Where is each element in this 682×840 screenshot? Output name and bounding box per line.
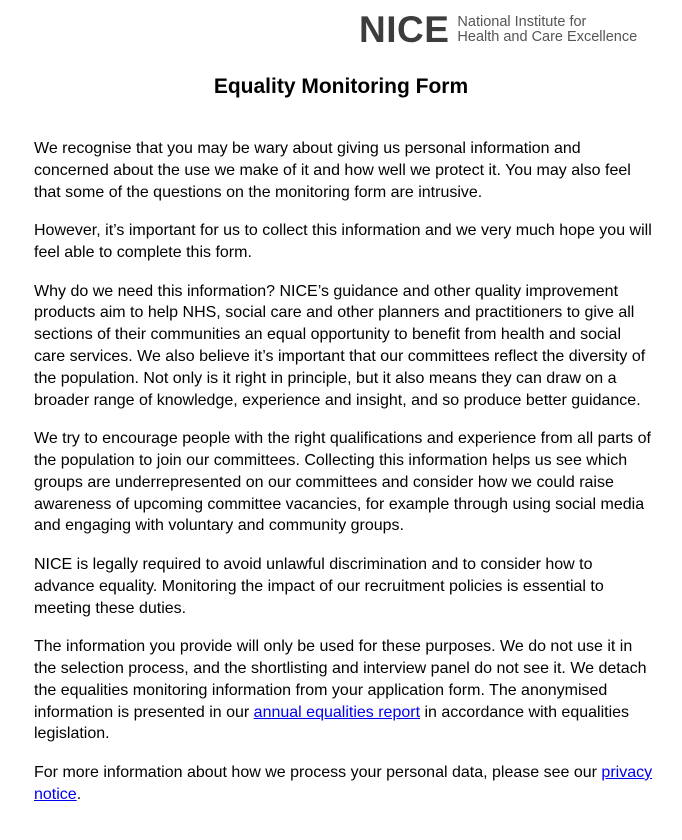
logo-text	[457, 15, 637, 45]
document-body	[34, 138, 656, 822]
paragraph-usage-text-after: in accordance with equalities legislation.	[34, 703, 630, 743]
paragraph-encourage: We try to encourage people with the right qualifications and experience from all parts of the population to join our committees. Collecting this information helps us see which groups are underrepresented on our committees and consider how we could raise awareness of upcoming committee vacancies, for example through using social media and engaging with voluntary and community groups.	[34, 430, 651, 535]
paragraph-usage	[34, 636, 656, 745]
logo-line-2: Health and Care Excellence	[457, 29, 638, 45]
logo-mark: NICE	[359, 9, 450, 50]
paragraph-privacy-text-before: For more information about how we process your personal data, please see our	[34, 763, 602, 781]
paragraph-privacy-text-after: .	[76, 785, 82, 803]
privacy-notice-link[interactable]: privacy notice	[34, 763, 653, 803]
paragraph-importance: However, it’s important for us to collect this information and we very much hope you will feel able to complete this form.	[34, 222, 652, 261]
paragraph-legal: NICE is legally required to avoid unlawful discrimination and to consider how to advance equality. Monitoring the impact of our recruitment policies is essential to meeting these duties.	[34, 555, 604, 617]
paragraph-why: Why do we need this information? NICE’s guidance and other quality improvement products aim to help NHS, social care and other planners and practitioners to give all sections of their communities an equal opportunity to benefit from health and social care services. We also believe it’s important that our committees reflect the diversity of the population. Not only is it right in principle, but it also means they can draw on a broader range of knowledge, experience and insight, and so produce better guidance.	[34, 282, 646, 409]
page-title: Equality Monitoring Form	[213, 75, 469, 98]
paragraph-intro: We recognise that you may be wary about giving us personal information and concerned about the use we make of it and how well we protect it. You may also feel that some of the questions on the monitoring form are intrusive.	[34, 140, 631, 201]
paragraph-privacy	[34, 762, 656, 806]
logo-line-1: National Institute for	[457, 14, 587, 30]
nice-logo	[359, 9, 638, 50]
annual-equalities-report-link[interactable]: annual equalities report	[253, 703, 421, 721]
paragraph-usage-text-before: The information you provide will only be used for these purposes. We do not use it in the selection process, and the shortlisting and interview panel do not see it. We detach the equalities monitoring information from your application form. The anonymised information is presented in our	[34, 638, 647, 721]
